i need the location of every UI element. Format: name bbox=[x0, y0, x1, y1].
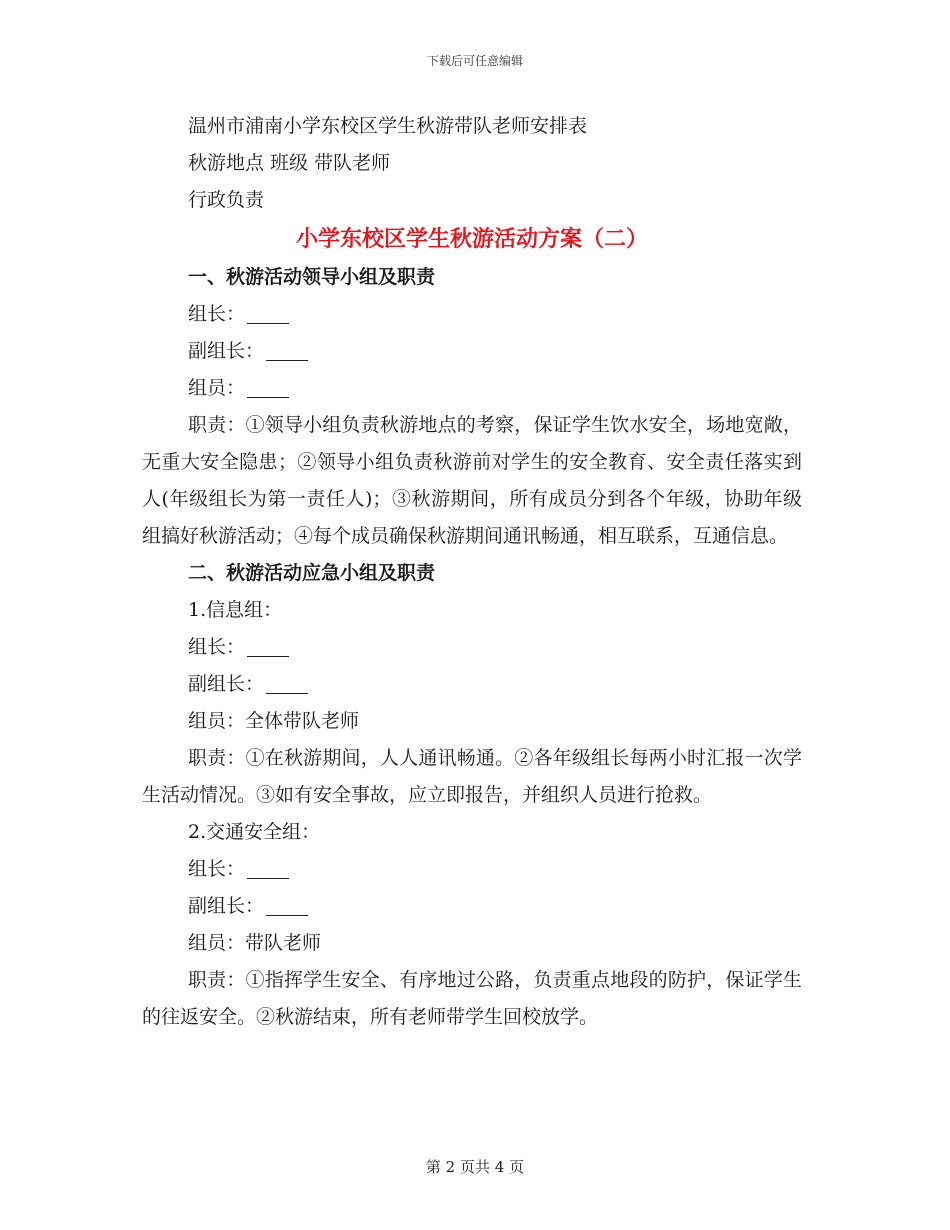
blank-field bbox=[247, 301, 289, 324]
admin-label: 行政负责 bbox=[188, 189, 265, 211]
blank-field bbox=[247, 375, 289, 398]
page-header: 下载后可任意编辑 bbox=[426, 54, 523, 68]
group2-leader-label: 组长： bbox=[188, 858, 246, 880]
group1-leader bbox=[142, 629, 802, 666]
page-footer: 第 2 页共 4 页 bbox=[425, 1158, 525, 1176]
section1-vice-leader-label: 副组长： bbox=[188, 340, 265, 362]
section1-leader bbox=[142, 296, 802, 333]
blank-field bbox=[247, 856, 289, 879]
group2-leader bbox=[142, 851, 802, 888]
group1-members: 组员：全体带队老师 bbox=[188, 710, 360, 732]
group1-vice-leader-label: 副组长： bbox=[188, 673, 265, 695]
section1-heading: 一、秋游活动领导小组及职责 bbox=[188, 266, 436, 288]
table-title: 温州市浦南小学东校区学生秋游带队老师安排表 bbox=[188, 115, 588, 137]
group2-members: 组员：带队老师 bbox=[188, 932, 322, 954]
group1-duty: 职责：①在秋游期间，人人通讯畅通。②各年级组长每两小时汇报一次学生活动情况。③如有安全事故，应立即报告，并组织人员进行抢救。 bbox=[142, 747, 802, 806]
section1-duty: 职责：①领导小组负责秋游地点的考察，保证学生饮水安全，场地宽敞，无重大安全隐患；②领导小组负责秋游前对学生的安全教育、安全责任落实到人(年级组长为第一责任人)；③秋游期间，所有成员分到各个年级，协助年级组搞好秋游活动；④每个成员确保秋游期间通讯畅通，相互联系，互通信息。 bbox=[142, 414, 802, 547]
document-body bbox=[142, 108, 802, 1036]
blank-field bbox=[266, 893, 308, 916]
document-title: 小学东校区学生秋游活动方案（二） bbox=[295, 226, 648, 252]
group2-duty: 职责：①指挥学生安全、有序地过公路，负责重点地段的防护，保证学生的往返安全。②秋游结束，所有老师带学生回校放学。 bbox=[142, 969, 802, 1028]
section1-leader-label: 组长： bbox=[188, 303, 246, 325]
group1-leader-label: 组长： bbox=[188, 636, 246, 658]
section1-members-label: 组员： bbox=[188, 377, 246, 399]
blank-field bbox=[266, 671, 308, 694]
group1-title: 1.信息组： bbox=[188, 599, 283, 621]
blank-field bbox=[247, 634, 289, 657]
group2-vice-leader bbox=[142, 888, 802, 925]
table-columns: 秋游地点 班级 带队老师 bbox=[188, 152, 391, 174]
section2-heading: 二、秋游活动应急小组及职责 bbox=[188, 562, 436, 584]
group2-title: 2.交通安全组： bbox=[188, 821, 321, 843]
group2-vice-leader-label: 副组长： bbox=[188, 895, 265, 917]
section1-members bbox=[142, 370, 802, 407]
group1-vice-leader bbox=[142, 666, 802, 703]
section1-vice-leader bbox=[142, 333, 802, 370]
blank-field bbox=[266, 338, 308, 361]
